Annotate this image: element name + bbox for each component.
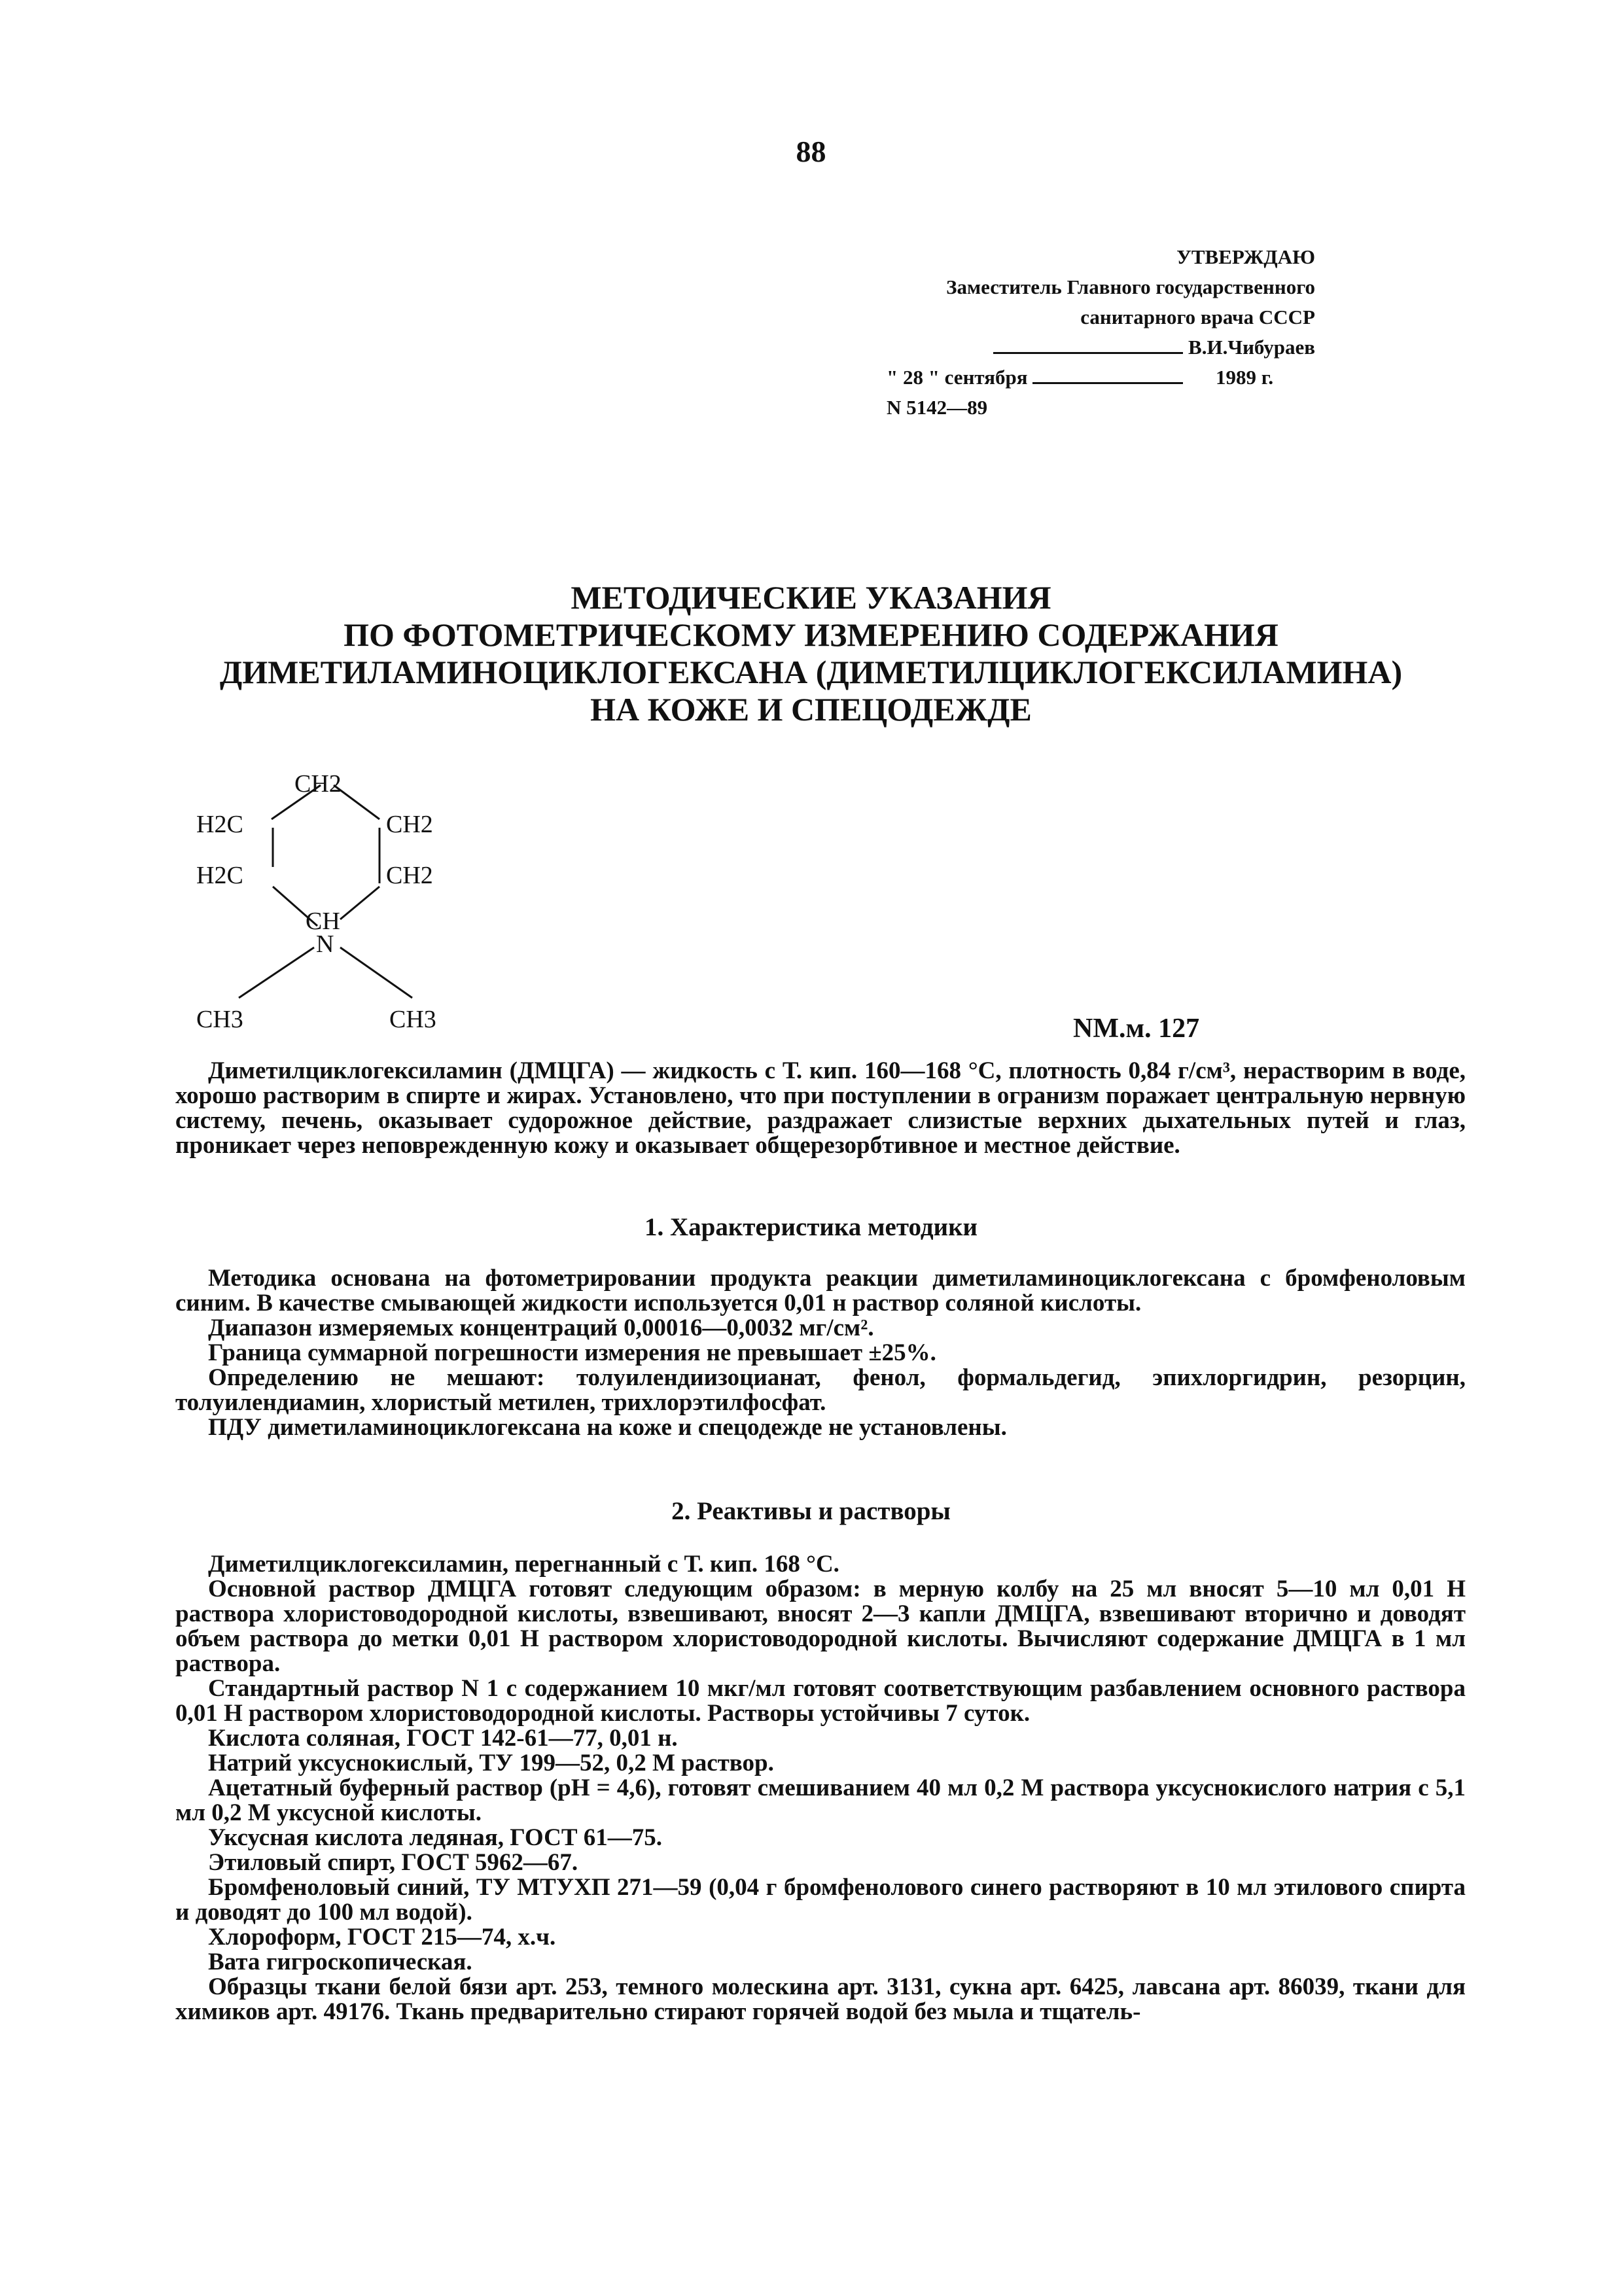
section1-body: [175, 1266, 1466, 1440]
section1-paragraph: Определению не мешают: толуилендиизоцианат, фенол, формальдегид, эпихлоргидрин, резорцин, толуилендиамин, хлористый метилен, трихлорэтилфосфат.: [175, 1364, 1466, 1416]
section2-paragraph: Уксусная кислота ледяная, ГОСТ 61—75.: [208, 1824, 663, 1851]
approval-block: [887, 242, 1315, 423]
section2-paragraph: Образцы ткани белой бязи арт. 253, темного молескина арт. 3131, сукна арт. 6425, лавсана арт. 86039, ткани для химиков арт. 49176. Ткань предварительно стирают горячей водой без мыла и тщатель-: [175, 1973, 1466, 2025]
intro-paragraph: Диметилциклогексиламин (ДМЦГА) — жидкость с Т. кип. 160—168 °С, плотность 0,84 г/см³, нерастворим в воде, хорошо растворим в спирте и жирах. Установлено, что при поступлении в огранизм поражает центральную нервную систему, печень, оказывает судорожное действие, раздражает слизистые верхних дыхательных путей и глаз, проникает через неповрежденную кожу и оказывает общерезорбтивное и местное действие.: [175, 1057, 1466, 1159]
signature-blank: [993, 335, 1183, 354]
approval-date-year: 1989 г.: [1216, 366, 1274, 389]
section2-paragraph: Этиловый спирт, ГОСТ 5962—67.: [208, 1849, 578, 1876]
approval-position-line2: санитарного врача СССР: [1080, 306, 1315, 328]
formula-h2c-upper: H2C: [196, 811, 243, 838]
approval-position-line1: Заместитель Главного государственного: [946, 275, 1315, 298]
document-title: [79, 579, 1543, 728]
section2-paragraph: Диметилциклогексиламин, перегнанный с Т. кип. 168 °С.: [208, 1551, 839, 1578]
formula-ch3-right: CH3: [389, 1006, 436, 1033]
formula-ch: CH: [306, 908, 340, 935]
section2-paragraph: Бромфеноловый синий, ТУ МТУХП 271—59 (0,04 г бромфенолового синего растворяют в 10 мл этилового спирта и доводят до 100 мл водой).: [175, 1874, 1466, 1926]
approval-signatory: В.И.Чибураев: [1188, 336, 1315, 359]
section2-paragraph: Кислота соляная, ГОСТ 142-61—77, 0,01 н.: [208, 1725, 678, 1752]
formula-ch3-left: CH3: [196, 1006, 243, 1033]
section1-paragraph: Граница суммарной погрешности измерения не превышает ±25%.: [208, 1339, 936, 1366]
date-blank: [1032, 365, 1183, 384]
title-line4: НА КОЖЕ И СПЕЦОДЕЖДЕ: [590, 691, 1032, 728]
section2-heading: 2. Реактивы и растворы: [671, 1497, 951, 1525]
section2-paragraph: Вата гигроскопическая.: [208, 1949, 472, 1975]
section2-paragraph: Натрий уксуснокислый, ТУ 199—52, 0,2 М раствор.: [208, 1750, 774, 1776]
approval-signature-line: [887, 332, 1315, 362]
section2-paragraph: Стандартный раствор N 1 с содержанием 10 мкг/мл готовят соответствующим разбавлением основного раствора 0,01 Н раствором хлористоводородной кислоты. Растворы устойчивы 7 суток.: [175, 1675, 1466, 1727]
ring-bond-bottom-right: [340, 887, 379, 919]
page-number: 88: [796, 135, 826, 168]
structural-formula: [193, 772, 494, 1047]
title-line3: ДИМЕТИЛАМИНОЦИКЛОГЕКСАНА (ДИМЕТИЛЦИКЛОГЕКСИЛАМИНА): [219, 654, 1403, 690]
methyl-bond-left: [239, 947, 314, 998]
section2-paragraph: Хлороформ, ГОСТ 215—74, х.ч.: [208, 1924, 556, 1951]
section2-paragraph: Основной раствор ДМЦГА готовят следующим образом: в мерную колбу на 25 мл вносят 5—10 мл 0,01 Н раствора хлористоводородной кислоты, взвешивают, вносят 2—3 капли ДМЦГА, взвешивают вторично и доводят объем раствора до метки 0,01 Н раствором хлористоводородной кислоты. Вычисляют содержание ДМЦГА в 1 мл раствора.: [175, 1576, 1466, 1677]
intro-section: [175, 1059, 1466, 1158]
title-line2: ПО ФОТОМЕТРИЧЕСКОМУ ИЗМЕРЕНИЮ СОДЕРЖАНИЯ: [344, 616, 1278, 653]
formula-h2c-lower: H2C: [196, 862, 243, 889]
molecular-mass: NM.м. 127: [1073, 1014, 1200, 1044]
approval-number: N 5142—89: [887, 396, 988, 419]
section2-paragraph: Ацетатный буферный раствор (рН = 4,6), готовят смешиванием 40 мл 0,2 М раствора уксуснокислого натрия с 5,1 мл 0,2 М уксусной кислоты.: [175, 1775, 1466, 1826]
formula-ch2-lower-right: CH2: [386, 862, 433, 889]
formula-ch2-upper-right: CH2: [386, 811, 433, 838]
section2-body: [175, 1552, 1466, 2024]
formula-n: N: [316, 930, 334, 958]
methyl-bond-right: [340, 947, 412, 998]
section1-paragraph: ПДУ диметиламиноциклогексана на коже и спецодежде не установлены.: [208, 1414, 1007, 1441]
section1-paragraph: Методика основана на фотометрировании продукта реакции диметиламиноциклогексана с бромфеноловым синим. В качестве смывающей жидкости используется 0,01 н раствор соляной кислоты.: [175, 1265, 1466, 1316]
approval-date-day: " 28 " сентября: [887, 366, 1028, 389]
approval-date-line: [887, 362, 1315, 393]
approval-heading: УТВЕРЖДАЮ: [1176, 245, 1315, 268]
title-line1: МЕТОДИЧЕСКИЕ УКАЗАНИЯ: [571, 579, 1051, 616]
section1-paragraph: Диапазон измеряемых концентраций 0,00016—0,0032 мг/см².: [208, 1315, 874, 1341]
formula-ch2-top: CH2: [294, 772, 342, 798]
section1-heading: 1. Характеристика методики: [644, 1213, 978, 1241]
